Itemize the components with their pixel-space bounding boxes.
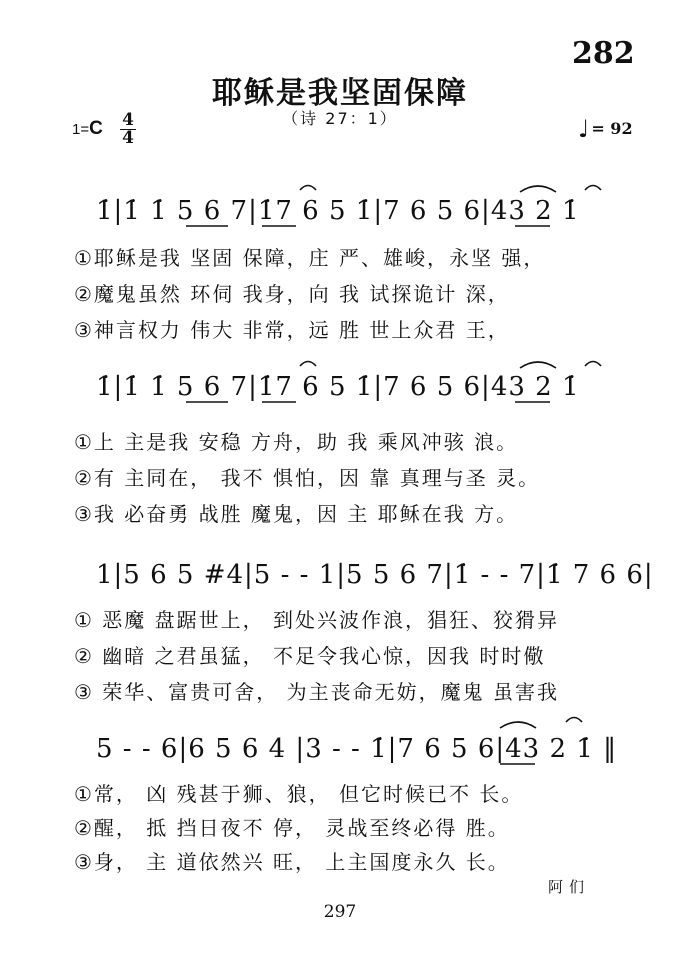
lyric-line-1-2: ②魔鬼虽然 环伺 我身，向 我 试探诡计 深， (74, 282, 510, 306)
lyric-line-1-1: ①耶稣是我 坚固 保障，庄 严、雄峻，永坚 强， (74, 246, 546, 270)
key-prefix: 1= (72, 121, 90, 138)
key-letter: C (89, 118, 103, 139)
hymn-title: 耶稣是我坚固保障 (212, 76, 468, 111)
lyric-line-3-2: ② 幽暗 之君虽猛， 不足令我心惊，因我 时时儆 (74, 644, 546, 668)
notation-line-4: 5 - - 6|6 5 6 4 |3 - - 1̇|7 6 5 6|43 2 1̇ ‖ (96, 734, 618, 764)
notation-line-1: 1̇|1̇ 1̇ 5 6 7|1̇7 6 5 1̇|7 6 5 6|43 2 1̇ (96, 196, 580, 226)
amen-text: 阿们 (548, 878, 591, 896)
fermata-icon (300, 362, 316, 367)
lyric-line-3-3: ③ 荣华、富贵可舍， 为主丧命无妨，魔鬼 虽害我 (74, 680, 560, 704)
lyric-line-2-3: ③我 必奋勇 战胜 魔鬼，因 主 耶稣在我 方。 (74, 502, 519, 526)
slur-icon (500, 722, 536, 728)
fermata-icon (566, 718, 582, 723)
fermata-icon (300, 186, 316, 191)
notation-line-3: 1|5 6 5 #4|5 - - 1|5 5 6 7|1̇ - - 7|1̇ 7 6 6| (96, 560, 654, 590)
time-signature-top: 4 (120, 112, 136, 130)
lyric-line-2-2: ②有 主同在， 我不 惧怕，因 靠 真理与圣 灵。 (74, 466, 541, 490)
notation-line-2: 1̇|1̇ 1̇ 5 6 7|1̇7 6 5 1̇|7 6 5 6|43 2 1̇ (96, 372, 580, 402)
time-signature-bottom: 4 (122, 128, 134, 148)
hymn-number: 282 (572, 36, 635, 71)
quarter-note-icon: ♩ (578, 114, 590, 143)
slur-icon (520, 186, 556, 192)
scripture-reference: （诗 27：1） (282, 109, 398, 128)
lyric-line-3-1: ① 恶魔 盘踞世上， 到处兴波作浪，猖狂、狡猾异 (74, 608, 560, 632)
lyric-line-4-1: ①常， 凶 残甚于狮、狼， 但它时候已不 长。 (74, 782, 524, 806)
lyric-line-1-3: ③神言权力 伟大 非常，远 胜 世上众君 王， (74, 318, 510, 342)
slur-icon (520, 362, 556, 368)
fermata-icon (585, 362, 601, 367)
lyric-line-4-2: ②醒， 抵 挡日夜不 停， 灵战至终必得 胜。 (74, 816, 510, 840)
lyric-line-2-1: ①上 主是我 安稳 方舟，助 我 乘风冲骇 浪。 (74, 430, 519, 454)
page-number: 297 (323, 902, 357, 922)
lyric-line-4-3: ③身， 主 道依然兴 旺， 上主国度永久 长。 (74, 850, 510, 874)
tempo-value: = 92 (591, 119, 633, 138)
fermata-icon (585, 186, 601, 191)
